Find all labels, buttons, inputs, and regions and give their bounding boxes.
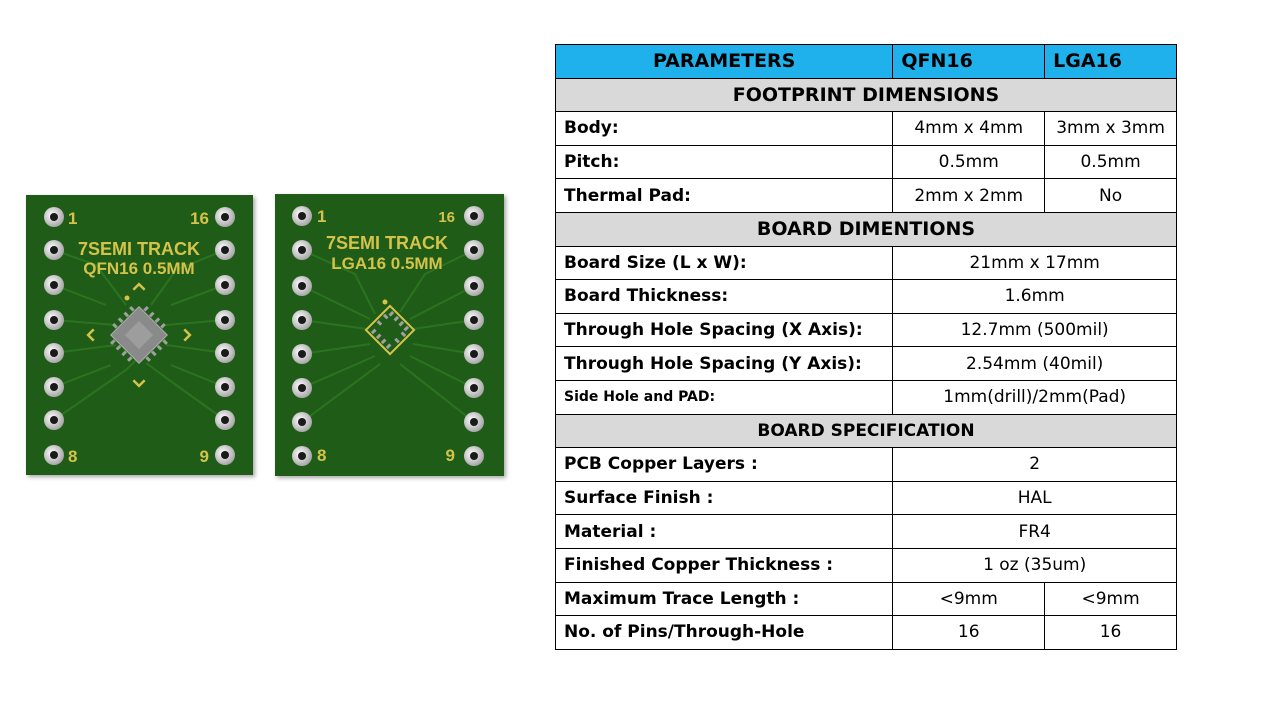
board-title-line1: 7SEMI TRACK (77, 239, 201, 259)
board-pin-16-label: 16 (190, 209, 209, 228)
board-pin-8-label: 8 (317, 446, 327, 465)
table-row (556, 280, 1177, 314)
table-row (556, 246, 1177, 280)
qfn16-breakout-board (26, 195, 253, 475)
row-label: Finished Copper Thickness : (556, 548, 893, 582)
qfn-value: 16 (893, 616, 1045, 650)
header-qfn16: QFN16 (893, 45, 1045, 79)
qfn16-footprint (88, 284, 190, 386)
specification-table (555, 44, 1177, 650)
lga-value: 0.5mm (1045, 145, 1177, 179)
row-label: Board Thickness: (556, 280, 893, 314)
board-title-line1: 7SEMI TRACK (325, 233, 449, 253)
row-label: Body: (556, 112, 893, 146)
header-lga16: LGA16 (1045, 45, 1177, 79)
table-row (556, 145, 1177, 179)
lga-value: <9mm (1045, 582, 1177, 616)
board-title-line2: LGA16 0.5MM (331, 254, 443, 273)
row-label: Through Hole Spacing (Y Axis): (556, 347, 893, 381)
table-row (556, 112, 1177, 146)
table-row (556, 548, 1177, 582)
row-label: No. of Pins/Through-Hole (556, 616, 893, 650)
row-value: FR4 (893, 515, 1177, 549)
row-value: 1mm(drill)/2mm(Pad) (893, 380, 1177, 414)
right-pin-pads (215, 207, 235, 465)
table-row (556, 179, 1177, 213)
table-row (556, 448, 1177, 482)
left-pin-pads (292, 206, 312, 466)
board-pin-1-label: 1 (68, 209, 78, 228)
lga-value: 16 (1045, 616, 1177, 650)
row-value: 1.6mm (893, 280, 1177, 314)
lga16-footprint (366, 306, 414, 354)
section-footprint-dimensions: FOOTPRINT DIMENSIONS (556, 78, 1177, 112)
board-pin-16-label: 16 (438, 209, 455, 226)
row-label: Material : (556, 515, 893, 549)
board-pin-9-label: 9 (445, 446, 455, 465)
qfn-value: 0.5mm (893, 145, 1045, 179)
board-pin-8-label: 8 (68, 447, 78, 466)
row-label: Maximum Trace Length : (556, 582, 893, 616)
qfn-value: 2mm x 2mm (893, 179, 1045, 213)
row-value: 1 oz (35um) (893, 548, 1177, 582)
row-value: 2.54mm (40mil) (893, 347, 1177, 381)
table-row (556, 582, 1177, 616)
board-pin-9-label: 9 (199, 447, 209, 466)
section-board-specification: BOARD SPECIFICATION (556, 414, 1177, 448)
section-row (556, 78, 1177, 112)
row-value: 21mm x 17mm (893, 246, 1177, 280)
row-value: 12.7mm (500mil) (893, 313, 1177, 347)
table-row (556, 515, 1177, 549)
section-row (556, 212, 1177, 246)
row-label: Surface Finish : (556, 481, 893, 515)
section-board-dimentions: BOARD DIMENTIONS (556, 212, 1177, 246)
table-row (556, 347, 1177, 381)
header-parameters: PARAMETERS (556, 45, 893, 79)
lga-value: No (1045, 179, 1177, 213)
board-title-line2: QFN16 0.5MM (83, 259, 195, 278)
row-label: Side Hole and PAD: (556, 380, 893, 414)
table-row (556, 313, 1177, 347)
row-label: Thermal Pad: (556, 179, 893, 213)
qfn-value: <9mm (893, 582, 1045, 616)
left-pin-pads (44, 207, 64, 465)
row-label: Board Size (L x W): (556, 246, 893, 280)
right-pin-pads (464, 206, 484, 466)
lga16-breakout-board (275, 194, 504, 476)
table-row (556, 380, 1177, 414)
table-row (556, 481, 1177, 515)
row-label: Pitch: (556, 145, 893, 179)
row-value: HAL (893, 481, 1177, 515)
lga-value: 3mm x 3mm (1045, 112, 1177, 146)
table-header-row (556, 45, 1177, 79)
board-pin-1-label: 1 (317, 207, 327, 226)
table-row (556, 616, 1177, 650)
row-value: 2 (893, 448, 1177, 482)
row-label: PCB Copper Layers : (556, 448, 893, 482)
row-label: Through Hole Spacing (X Axis): (556, 313, 893, 347)
qfn-value: 4mm x 4mm (893, 112, 1045, 146)
section-row (556, 414, 1177, 448)
